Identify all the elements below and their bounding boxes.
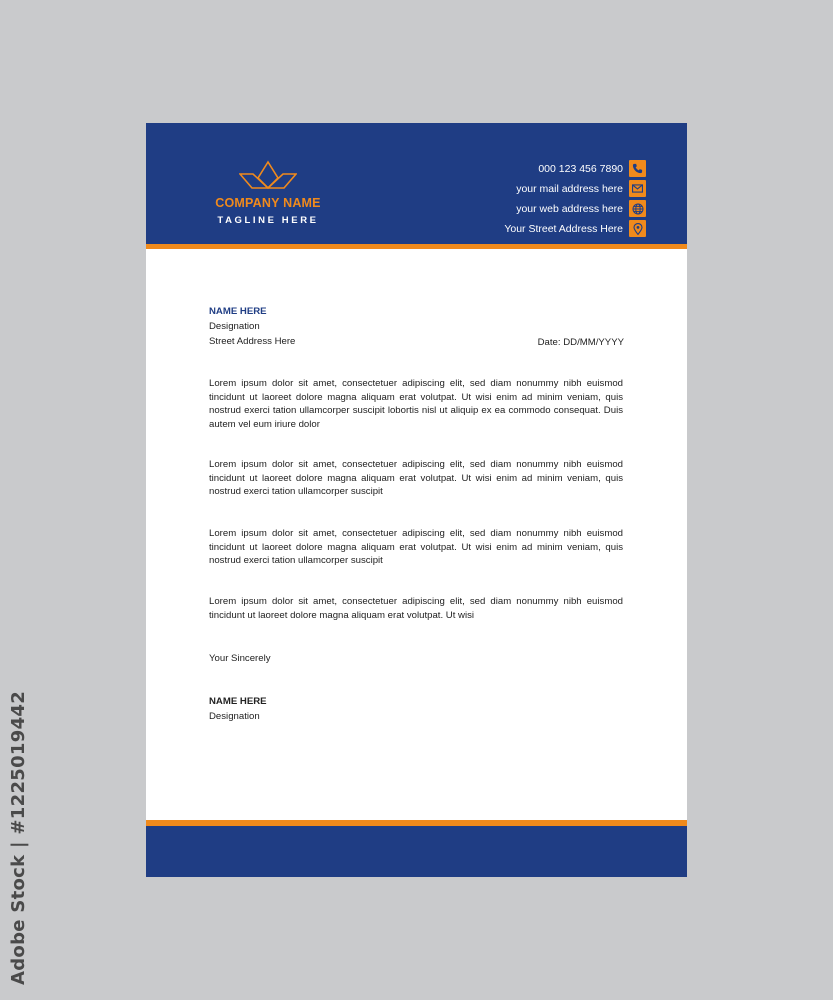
letter-date: Date: DD/MM/YYYY — [537, 337, 624, 348]
contact-email — [516, 180, 623, 197]
recipient-address: Street Address Here — [209, 336, 296, 347]
closing-line: Your Sincerely — [209, 653, 271, 664]
location-pin-icon — [629, 220, 646, 237]
body-paragraph-4: Lorem ipsum dolor sit amet, consectetuer adipiscing elit, sed diam nonummy nibh euismod tincidunt ut laoreet dolore magna aliquam erat volutpat. Ut wisi — [209, 596, 623, 621]
letterhead-header — [146, 123, 687, 244]
globe-icon — [629, 200, 646, 217]
recipient-designation: Designation — [209, 321, 260, 332]
contact-web — [516, 200, 623, 217]
body-paragraph-1: Lorem ipsum dolor sit amet, consectetuer adipiscing elit, sed diam nonummy nibh euismod tincidunt ut laoreet dolore magna aliquam erat volutpat. Ut wisi enim ad minim veniam, quis nostrud exerci tation ullamcorper suscipit lobortis nisl ut aliquip ex ea commodo consequat. Duis autem vel eum iriure dolor — [209, 378, 623, 430]
company-name: COMPANY NAME — [215, 196, 321, 210]
letterhead-footer — [146, 826, 687, 877]
phone-icon — [629, 160, 646, 177]
stock-id-watermark: Adobe Stock | #1225019442 — [8, 690, 29, 985]
contact-address — [504, 220, 623, 237]
signer-name: NAME HERE — [209, 696, 267, 707]
contact-web-text: your web address here — [516, 202, 623, 215]
contact-email-text: your mail address here — [516, 182, 623, 195]
contact-address-text: Your Street Address Here — [504, 222, 623, 235]
header-accent-stripe — [146, 244, 687, 249]
company-tagline: TAGLINE HERE — [217, 215, 319, 226]
body-paragraph-3: Lorem ipsum dolor sit amet, consectetuer adipiscing elit, sed diam nonummy nibh euismod tincidunt ut laoreet dolore magna aliquam erat volutpat. Ut wisi enim ad minim veniam, quis nostrud exerci tation ullamcorper suscipit — [209, 528, 623, 567]
mail-icon — [629, 180, 646, 197]
recipient-name: NAME HERE — [209, 306, 267, 317]
letterhead-page — [146, 123, 687, 877]
contact-phone-text: 000 123 456 7890 — [538, 162, 623, 175]
signer-designation: Designation — [209, 711, 260, 722]
contact-phone — [538, 160, 623, 177]
body-paragraph-2: Lorem ipsum dolor sit amet, consectetuer adipiscing elit, sed diam nonummy nibh euismod tincidunt ut laoreet dolore magna aliquam erat volutpat. Ut wisi enim ad minim veniam, quis nostrud exerci tation ullamcorper suscipit — [209, 459, 623, 498]
crown-logo-icon — [239, 160, 297, 192]
